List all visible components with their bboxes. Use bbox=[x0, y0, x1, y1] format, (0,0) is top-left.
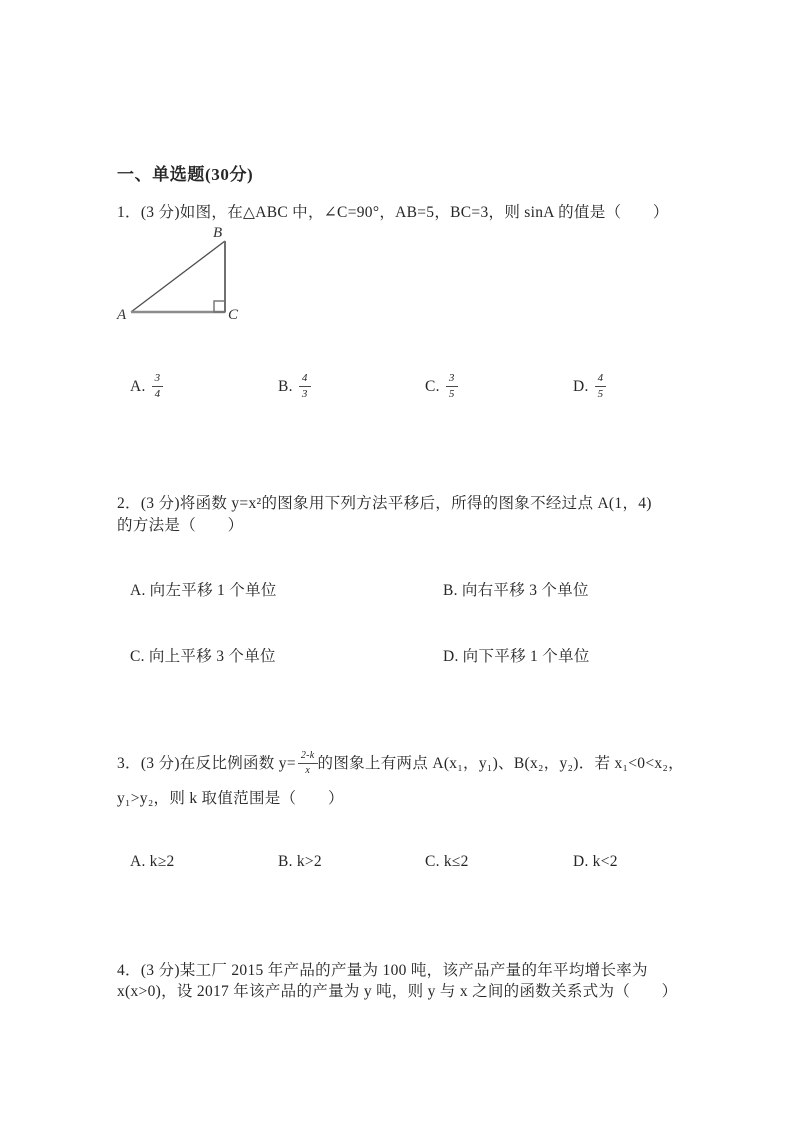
q2-option-b bbox=[443, 578, 589, 600]
q3-option-d bbox=[573, 853, 618, 871]
q1-option-d bbox=[573, 374, 606, 401]
fraction-denominator: 5 bbox=[597, 388, 604, 400]
question-3-text-line1 bbox=[117, 752, 684, 777]
q3-text-pre: 3．(3 分)在反比例函数 y= bbox=[117, 755, 296, 773]
question-3-text-line2: y₁>y₂，则 k 取值范围是（ ） bbox=[117, 790, 344, 807]
q2-option-a bbox=[130, 578, 277, 600]
question-2-text-line2: 的方法是（ ） bbox=[117, 517, 244, 534]
option-label: D. bbox=[573, 853, 589, 870]
q3-option-a bbox=[130, 853, 175, 871]
option-label: D. bbox=[443, 648, 459, 665]
option-text: k≤2 bbox=[443, 853, 469, 870]
fraction-numerator: 3 bbox=[446, 373, 458, 387]
inline-fraction bbox=[298, 751, 318, 776]
fraction bbox=[446, 373, 458, 400]
fraction-numerator: 2-k bbox=[298, 751, 318, 764]
triangle-diagram bbox=[110, 222, 250, 325]
option-label: A. bbox=[130, 582, 146, 599]
q2-option-d bbox=[443, 644, 590, 666]
option-label: B. bbox=[278, 853, 293, 870]
triangle-side-AB bbox=[131, 241, 225, 312]
q3-text-post: 的图象上有两点 A(x₁，y₁)、B(x₂，y₂)．若 x₁<0<x₂， bbox=[317, 755, 684, 773]
q1-option-b bbox=[278, 374, 311, 401]
option-text: k<2 bbox=[592, 853, 618, 870]
fraction bbox=[595, 373, 607, 400]
option-label: A. bbox=[130, 378, 146, 396]
q2-option-c bbox=[130, 644, 276, 666]
option-label: A. bbox=[130, 853, 146, 870]
option-label: C. bbox=[425, 853, 440, 870]
option-label: B. bbox=[278, 378, 293, 396]
fraction-denominator: 4 bbox=[154, 388, 161, 400]
vertex-label-C: C bbox=[228, 307, 239, 323]
option-label: C. bbox=[425, 378, 440, 396]
q3-option-c bbox=[425, 853, 469, 871]
option-label: C. bbox=[130, 648, 145, 665]
fraction-denominator: x bbox=[305, 765, 311, 776]
q1-option-a bbox=[130, 374, 163, 401]
question-1-text: 1．(3 分)如图，在△ABC 中，∠C=90°，AB=5，BC=3，则 sinA 的值是（ ） bbox=[117, 204, 669, 221]
fraction-denominator: 3 bbox=[301, 388, 308, 400]
fraction-numerator: 3 bbox=[152, 373, 164, 387]
question-1-options bbox=[130, 374, 750, 406]
vertex-label-A: A bbox=[117, 307, 127, 323]
fraction-denominator: 5 bbox=[448, 388, 455, 400]
question-2-options-row1 bbox=[130, 578, 750, 610]
option-text: 向上平移 3 个单位 bbox=[148, 648, 276, 665]
section-header: 一、单选题(30分) bbox=[117, 165, 254, 184]
vertex-label-B: B bbox=[213, 225, 223, 241]
fraction-numerator: 4 bbox=[299, 373, 311, 387]
option-text: 向左平移 1 个单位 bbox=[149, 582, 277, 599]
fraction bbox=[299, 373, 311, 400]
q1-option-c bbox=[425, 374, 458, 401]
option-label: B. bbox=[443, 582, 458, 599]
option-text: k≥2 bbox=[149, 853, 175, 870]
fraction bbox=[152, 373, 164, 400]
question-3-options bbox=[130, 853, 750, 885]
q3-option-b bbox=[278, 853, 322, 871]
option-text: 向下平移 1 个单位 bbox=[462, 648, 590, 665]
option-text: k>2 bbox=[296, 853, 322, 870]
option-text: 向右平移 3 个单位 bbox=[461, 582, 589, 599]
option-label: D. bbox=[573, 378, 589, 396]
question-4-text-line2: x(x>0)，设 2017 年该产品的产量为 y 吨，则 y 与 x 之间的函数关系式为（ ） bbox=[117, 983, 678, 1000]
right-angle-marker bbox=[214, 301, 225, 312]
fraction-numerator: 4 bbox=[595, 373, 607, 387]
question-2-text-line1: 2．(3 分)将函数 y=x²的图象用下列方法平移后，所得的图象不经过点 A(1，4) bbox=[117, 495, 652, 512]
question-2-options-row2 bbox=[130, 644, 750, 676]
question-4-text-line1: 4．(3 分)某工厂 2015 年产品的产量为 100 吨，该产品产量的年平均增长率为 bbox=[117, 962, 648, 979]
